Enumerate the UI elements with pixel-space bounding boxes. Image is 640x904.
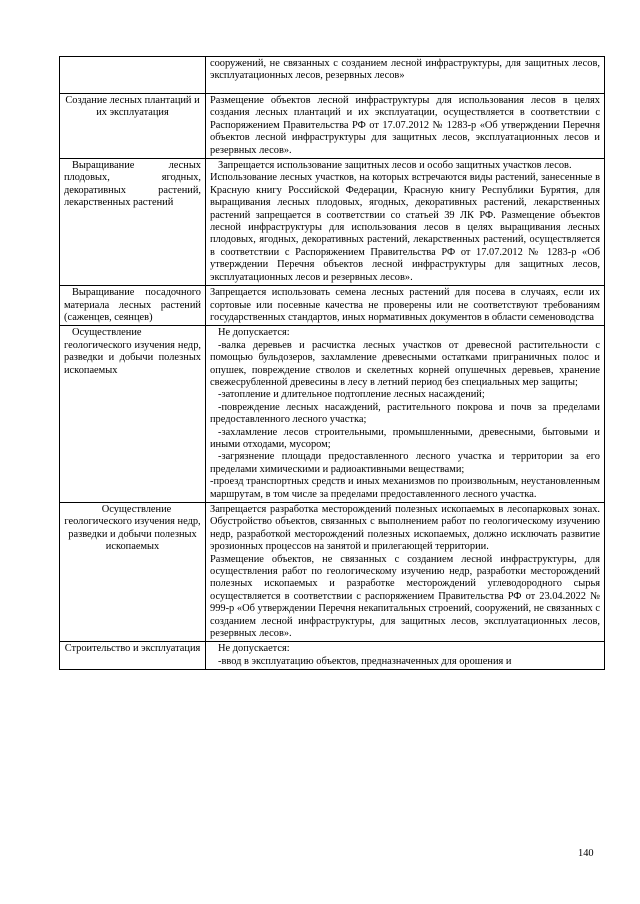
table-row bbox=[60, 57, 605, 94]
table-row bbox=[60, 159, 605, 286]
regulations-table bbox=[59, 56, 605, 670]
requirement-cell bbox=[206, 94, 605, 159]
activity-cell bbox=[60, 159, 206, 286]
requirement-text: Размещение объектов, не связанных с созданием лесной инфраструктуры, для осуществления работ по геологическому изучению недр, разработки месторождений полезных ископаемых и разработке месторождений углеводородного сырья осуществляется в соответствии с распоряжением Правительства РФ от 23.04.2022 № 999-р «Об утверждении Перечня некапитальных строений, сооружений, не связанных с созданием лесной инфраструктуры, для защитных лесов, эксплуатационных лесов, резервных лесов». bbox=[210, 553, 600, 640]
table-row bbox=[60, 286, 605, 326]
requirement-text: -повреждение лесных насаждений, растительного покрова и почв за пределами предоставленного лесного участка; bbox=[210, 401, 600, 426]
requirement-text: Запрещается использовать семена лесных растений для посева в случаях, если их сортовые или посевные качества не проверены или не соответствуют требованиям государственных стандартов, иных нормативных документов в области семеноводства bbox=[210, 287, 600, 323]
activity-text: Создание лесных плантаций и их эксплуатация bbox=[65, 95, 200, 119]
requirement-text: -валка деревьев и расчистка лесных участков от древесной растительности с помощью бульдозеров, захламление древесными остатками приграничных полос и опушек, повреждение стволов и скелетных корней опушечных деревьев, хранение свежесрубленной древесины в лесу в летний период без специальных мер защиты; bbox=[210, 339, 600, 388]
requirement-text: Запрещается использование защитных лесов и особо защитных участков лесов. bbox=[218, 160, 572, 172]
requirement-text: -затопление и длительное подтопление лесных насаждений; bbox=[218, 389, 485, 401]
requirement-text: -ввод в эксплуатацию объектов, предназначенных для орошения и bbox=[218, 655, 512, 667]
requirement-text: -проезд транспортных средств и иных механизмов по произвольным, неустановленным маршрутам, в том числе за пределами предоставленного лесного участка. bbox=[210, 476, 600, 500]
requirement-text: Не допускается: bbox=[218, 327, 290, 339]
activity-cell bbox=[60, 286, 206, 326]
activity-cell bbox=[60, 503, 206, 642]
requirement-cell bbox=[206, 57, 605, 94]
requirement-text: -захламление лесов строительными, промышленными, древесными, бытовыми и иными отходами, мусором; bbox=[210, 426, 600, 450]
requirement-text: Использование лесных участков, на которых встречаются виды растений, занесенные в Красную книгу Российской Федерации, Красную книгу Республики Бурятия, для выращивания лесных плодовых, ягодных, декоративных растений, лекарственных растений запрещается в соответствии со статьей 39 ЛК РФ. Размещение объектов лесной инфраструктуры для использования лесов в целях выращивания лесных плодовых, ягодных, декоративных растений, лекарственных растений, осуществляется в соответствии с Распоряжением Правительства РФ от 17.07.2012 № 1283-р «Об утверждении Перечня объектов лесной инфраструктуры для защитных лесов, эксплуатационных лесов и резервных лесов». bbox=[210, 172, 600, 283]
requirement-text: Не допускается: bbox=[218, 643, 290, 655]
activity-text: Выращивание посадочного материала лесных растений (саженцев, сеянцев) bbox=[64, 287, 201, 323]
requirement-cell bbox=[206, 642, 605, 670]
page-number: 140 bbox=[578, 848, 594, 859]
requirement-cell bbox=[206, 503, 605, 642]
requirement-cell bbox=[206, 326, 605, 503]
requirement-text: Размещение объектов лесной инфраструктуры для использования лесов в целях создания лесных плантаций и их эксплуатации, осуществляется в соответствии с Распоряжением Правительства РФ от 17.07.2012 № 1283-р «Об утверждении Перечня объектов лесной инфраструктуры для защитных лесов, эксплуатационных лесов и резервных лесов». bbox=[210, 95, 600, 156]
table-row bbox=[60, 326, 605, 503]
requirement-cell bbox=[206, 159, 605, 286]
requirement-text: сооружений, не связанных с созданием лесной инфраструктуры, для защитных лесов, эксплуатационных лесов, резервных лесов» bbox=[210, 58, 600, 82]
activity-text: Осуществление геологического изучения недр, разведки и добычи полезных ископаемых bbox=[64, 327, 201, 376]
activity-cell bbox=[60, 94, 206, 159]
requirement-cell bbox=[206, 286, 605, 326]
activity-cell bbox=[60, 57, 206, 94]
table-row bbox=[60, 642, 605, 670]
table-row bbox=[60, 94, 605, 159]
table-row bbox=[60, 503, 605, 642]
activity-cell bbox=[60, 642, 206, 670]
activity-text: Выращивание лесных плодовых, ягодных, декоративных растений, лекарственных растений bbox=[64, 160, 201, 209]
activity-cell bbox=[60, 326, 206, 503]
activity-text: Строительство и эксплуатация bbox=[64, 643, 201, 655]
requirement-text: Запрещается разработка месторождений полезных ископаемых в лесопарковых зонах. Обустройство объектов, связанных с выполнением работ по геологическому изучению недр, разработкой месторождений полезных ископаемых, должно исключать развитие эрозионных процессов на занятой и прилегающей территории. bbox=[210, 504, 600, 553]
activity-text: Осуществление геологического изучения недр, разведки и добычи полезных ископаемых bbox=[64, 504, 201, 553]
requirement-text: -загрязнение площади предоставленного лесного участка и территории за его пределами химическими и радиоактивными веществами; bbox=[210, 451, 600, 475]
